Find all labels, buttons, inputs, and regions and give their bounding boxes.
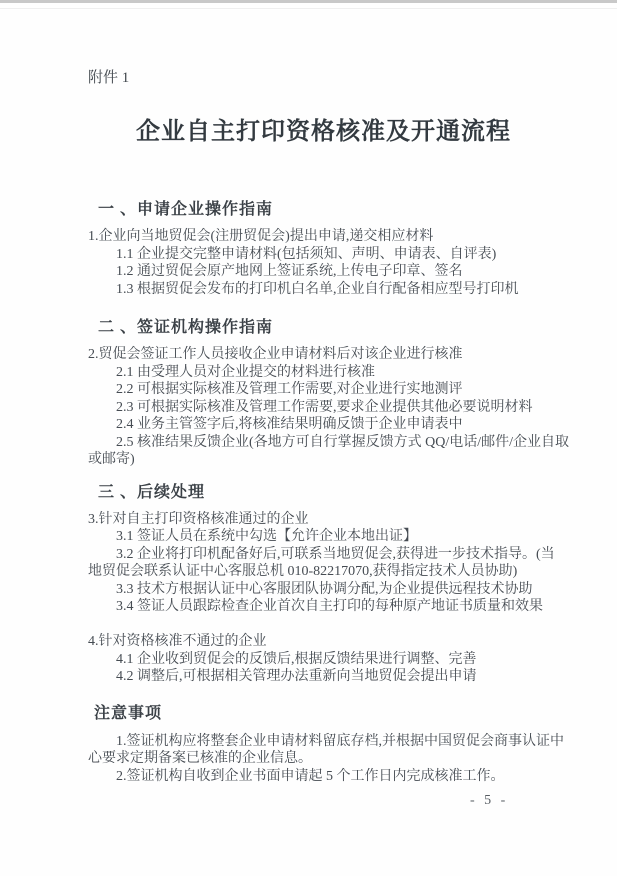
text-line: 3.4 签证人员跟踪检查企业首次自主打印的每种原产地证书质量和效果 <box>116 599 543 614</box>
text-line: 3.3 技术方根据认证中心客服团队协调分配,为企业提供远程技术协助 <box>116 581 533 597</box>
text-line: 4.针对资格核准不通过的企业 <box>88 634 267 649</box>
section-heading: 二 、签证机构操作指南 <box>98 319 274 336</box>
scan-edge-artifact <box>0 0 617 3</box>
section-body <box>88 346 570 469</box>
text-line: 或邮寄) <box>88 452 135 467</box>
text-line: 2.4 业务主管签字后,将核准结果明确反馈于企业申请表中 <box>116 417 463 432</box>
page-number: - 5 - <box>470 793 509 808</box>
page-title: 企业自主打印资格核准及开通流程 <box>136 119 511 145</box>
section-heading: 三 、后续处理 <box>98 483 206 501</box>
text-line: 4.2 调整后,可根据相关管理办法重新向当地贸促会提出申请 <box>116 669 477 684</box>
text-line <box>88 616 559 634</box>
text-line: 1.企业向当地贸促会(注册贸促会)提出申请,递交相应材料 <box>88 229 434 244</box>
section-heading: 一 、申请企业操作指南 <box>98 201 274 218</box>
text-line: 2.1 由受理人员对企业提交的材料进行核准 <box>116 364 375 380</box>
text-line: 3.针对自主打印资格核准通过的企业 <box>88 511 309 527</box>
section-visa-agency-guide <box>88 314 570 469</box>
attachment-label: 附件 1 <box>88 70 130 86</box>
section-body <box>88 511 559 686</box>
text-line: 1.1 企业提交完整申请材料(包括须知、声明、申请表、自评表) <box>116 246 497 262</box>
text-line: 2.2 可根据实际核准及管理工作需要,对企业进行实地测评 <box>116 382 463 397</box>
section-follow-up <box>88 479 559 686</box>
notes-body <box>88 733 564 786</box>
text-line: 2.签证机构自收到企业书面申请起 5 个工作日内完成核准工作。 <box>116 768 505 784</box>
text-line: 4.1 企业收到贸促会的反馈后,根据反馈结果进行调整、完善 <box>116 651 477 667</box>
text-line: 2.3 可根据实际核准及管理工作需要,要求企业提供其他必要说明材料 <box>116 399 533 415</box>
section-body <box>88 228 559 298</box>
text-line: 2.贸促会签证工作人员接收企业申请材料后对该企业进行核准 <box>88 347 463 362</box>
section-applicant-guide <box>88 196 559 298</box>
section-notes <box>88 700 564 786</box>
text-line: 1.2 通过贸促会原产地网上签证系统,上传电子印章、签名 <box>116 264 463 279</box>
text-line: 地贸促会联系认证中心客服总机 010-82217070,获得指定技术人员协助) <box>88 564 518 579</box>
text-line: 3.2 企业将打印机配备好后,可联系当地贸促会,获得进一步技术指导。(当 <box>116 546 555 562</box>
text-line: 3.1 签证人员在系统中勾选【允许企业本地出证】 <box>116 529 417 544</box>
text-line: 心要求定期备案已核准的企业信息。 <box>88 751 312 766</box>
text-line: 1.签证机构应将整套企业申请材料留底存档,并根据中国贸促会商事认证中 <box>116 733 564 749</box>
text-line: 2.5 核准结果反馈企业(各地方可自行掌握反馈方式 QQ/电话/邮件/企业自取 <box>116 434 570 450</box>
scan-edge-faint-artifact <box>0 8 617 9</box>
notes-heading: 注意事项 <box>94 704 163 722</box>
text-line: 1.3 根据贸促会发布的打印机白名单,企业自行配备相应型号打印机 <box>116 281 519 297</box>
